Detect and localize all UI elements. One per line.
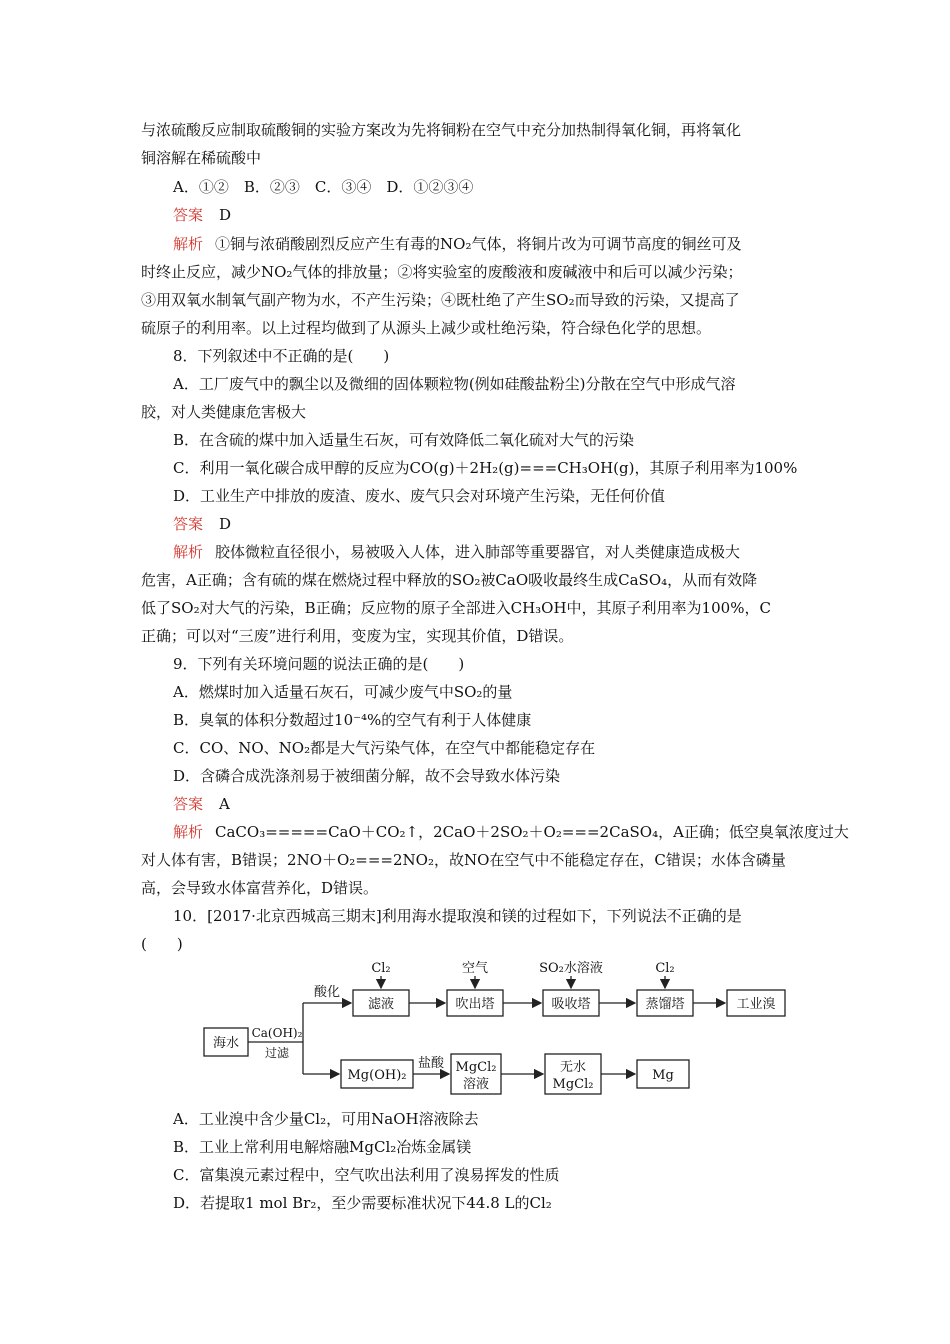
- caoh2-label: Ca(OH)₂: [251, 1026, 303, 1040]
- q8-option-a-line-1: A．工厂废气中的飘尘以及微细的固体颗粒物(例如硅酸盐粉尘)分散在空气中形成气溶: [173, 375, 736, 393]
- q8-analysis-line-2: 危害，A正确；含有硫的煤在燃烧过程中释放的SO₂被CaO吸收最终生成CaSO₄，从而有效降: [141, 571, 758, 589]
- q7-analysis-line-4: 硫原子的利用率。以上过程均做到了从源头上减少或杜绝污染，符合绿色化学的思想。: [141, 319, 712, 337]
- q10-option-d: D．若提取1 mol Br₂，至少需要标准状况下44.8 L的Cl₂: [173, 1194, 552, 1212]
- anhydrous-label-1: 无水: [559, 1060, 587, 1075]
- q8-option-a-line-2: 胶，对人类健康危害极大: [141, 403, 307, 421]
- mg-label: Mg: [652, 1068, 674, 1083]
- blow-tower-label: 吹出塔: [455, 997, 495, 1012]
- q9-option-c: C．CO、NO、NO₂都是大气污染气体，在空气中都能稳定存在: [173, 739, 596, 757]
- answer-value: D: [219, 206, 232, 224]
- so2-solution-reagent: SO₂水溶液: [539, 961, 603, 976]
- industrial-br-label: 工业溴: [736, 997, 776, 1012]
- answer-label: 答案: [173, 206, 204, 224]
- q9-analysis-line-3: 高，会导致水体富营养化，D错误。: [141, 879, 379, 897]
- answer-value: A: [219, 795, 230, 813]
- q10-stem-line-1: 10．[2017·北京西城高三期末]利用海水提取溴和镁的过程如下，下列说法不正确的是: [173, 907, 742, 925]
- absorb-tower-label: 吸收塔: [551, 997, 591, 1012]
- analysis-text: CaCO₃=====CaO＋CO₂↑，2CaO＋2SO₂＋O₂===2CaSO₄，A正确；低空臭氧浓度过大: [215, 823, 849, 841]
- hcl-label: 盐酸: [417, 1056, 445, 1071]
- cl2-reagent-1: Cl₂: [371, 961, 391, 976]
- mgcl2-solution-label-1: MgCl₂: [455, 1060, 497, 1075]
- q9-option-b: B．臭氧的体积分数超过10⁻⁴%的空气有利于人体健康: [173, 711, 532, 729]
- q7-analysis-line-2: 时终止反应，减少NO₂气体的排放量；②将实验室的废酸液和废碱液中和后可以减少污染；: [141, 263, 743, 281]
- q7-stem-line-2: 铜溶解在稀硫酸中: [141, 149, 262, 167]
- analysis-label: 解析: [173, 235, 204, 253]
- q9-option-a: A．燃煤时加入适量石灰石，可减少废气中SO₂的量: [173, 683, 513, 701]
- q10-option-b: B．工业上常利用电解熔融MgCl₂冶炼金属镁: [173, 1138, 472, 1156]
- q9-analysis-line-2: 对人体有害，B错误；2NO＋O₂===2NO₂，故NO在空气中不能稳定存在，C错误；水体含磷量: [141, 851, 786, 869]
- q8-option-d: D．工业生产中排放的废渣、废水、废气只会对环境产生污染，无任何价值: [173, 487, 666, 505]
- q7-analysis-line-3: ③用双氧水制氧气副产物为水，不产生污染；④既杜绝了产生SO₂而导致的污染，又提高了: [141, 291, 740, 309]
- acidify-label: 酸化: [313, 985, 341, 1000]
- analysis-label: 解析: [173, 823, 204, 841]
- q9-analysis-line-1: [173, 822, 849, 844]
- q8-option-b: B．在含硫的煤中加入适量生石灰，可有效降低二氧化硫对大气的污染: [173, 431, 635, 449]
- distill-tower-label: 蒸馏塔: [645, 997, 685, 1012]
- q8-analysis-line-1: [173, 542, 740, 564]
- filter-label: 过滤: [264, 1046, 290, 1060]
- q7-analysis-line-1: [173, 234, 741, 256]
- q7-options: A．①② B．②③ C．③④ D．①②③④: [173, 178, 474, 196]
- q8-option-c: C．利用一氧化碳合成甲醇的反应为CO(g)＋2H₂(g)===CH₃OH(g)，其原子利用率为100%: [173, 459, 798, 477]
- q9-stem: 9．下列有关环境问题的说法正确的是( ): [173, 655, 465, 673]
- answer-label: 答案: [173, 795, 204, 813]
- air-reagent: 空气: [461, 961, 489, 976]
- q10-option-a: A．工业溴中含少量Cl₂，可用NaOH溶液除去: [173, 1110, 479, 1128]
- q7-answer: [173, 205, 231, 227]
- filtrate-label: 滤液: [367, 997, 395, 1012]
- mgcl2-solution-label-2: 溶液: [462, 1077, 490, 1092]
- answer-label: 答案: [173, 515, 204, 533]
- analysis-label: 解析: [173, 543, 204, 561]
- cl2-reagent-2: Cl₂: [655, 961, 675, 976]
- seawater-label: 海水: [212, 1036, 240, 1051]
- q8-analysis-line-3: 低了SO₂对大气的污染，B正确；反应物的原子全部进入CH₃OH中，其原子利用率为100%，C: [141, 599, 771, 617]
- q8-answer: [173, 514, 231, 536]
- q8-stem: 8．下列叙述中不正确的是( ): [173, 347, 390, 365]
- answer-value: D: [219, 515, 232, 533]
- q7-stem-line-1: 与浓硫酸反应制取硫酸铜的实验方案改为先将铜粉在空气中充分加热制得氧化铜，再将氧化: [141, 121, 742, 139]
- q8-analysis-line-4: 正确；可以对“三废”进行利用，变废为宝，实现其价值，D错误。: [141, 627, 574, 645]
- analysis-text: 胶体微粒直径很小，易被吸入人体，进入肺部等重要器官，对人类健康造成极大: [215, 543, 741, 561]
- bromine-magnesium-flow-diagram: [197, 958, 797, 1106]
- q10-stem-line-2: ( ): [141, 935, 183, 953]
- q9-option-d: D．含磷合成洗涤剂易于被细菌分解，故不会导致水体污染: [173, 767, 561, 785]
- anhydrous-label-2: MgCl₂: [552, 1077, 594, 1092]
- analysis-text: ①铜与浓硝酸剧烈反应产生有毒的NO₂气体，将铜片改为可调节高度的铜丝可及: [215, 235, 742, 253]
- q10-option-c: C．富集溴元素过程中，空气吹出法利用了溴易挥发的性质: [173, 1166, 560, 1184]
- mgoh2-label: Mg(OH)₂: [347, 1068, 407, 1083]
- q9-answer: [173, 794, 230, 816]
